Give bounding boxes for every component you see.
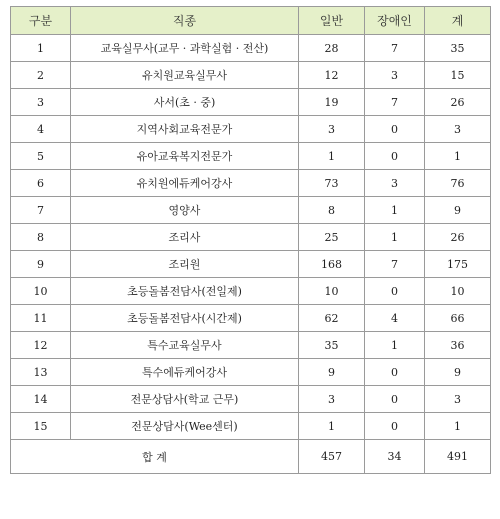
disabled-count-cell: 0 — [365, 386, 425, 413]
header-row — [11, 7, 491, 35]
total-count-cell: 35 — [425, 35, 491, 62]
table-row — [11, 35, 491, 62]
general-count-cell: 12 — [299, 62, 365, 89]
recruitment-table — [10, 6, 491, 474]
table-row — [11, 413, 491, 440]
general-count-cell: 9 — [299, 359, 365, 386]
table-row — [11, 143, 491, 170]
total-count-cell: 76 — [425, 170, 491, 197]
row-number-cell: 9 — [11, 251, 71, 278]
total-count-cell: 10 — [425, 278, 491, 305]
job-title-cell: 유치원에듀케어강사 — [71, 170, 299, 197]
disabled-count-cell: 7 — [365, 89, 425, 116]
table-footer — [11, 440, 491, 474]
disabled-count-cell: 3 — [365, 170, 425, 197]
row-number-cell: 12 — [11, 332, 71, 359]
job-title-cell: 특수교육실무사 — [71, 332, 299, 359]
row-number-cell: 5 — [11, 143, 71, 170]
general-count-cell: 1 — [299, 413, 365, 440]
disabled-count-cell: 0 — [365, 143, 425, 170]
row-number-cell: 1 — [11, 35, 71, 62]
disabled-count-cell: 3 — [365, 62, 425, 89]
table-row — [11, 197, 491, 224]
total-count-cell: 3 — [425, 116, 491, 143]
table-row — [11, 386, 491, 413]
disabled-count-cell: 0 — [365, 413, 425, 440]
job-title-cell: 영양사 — [71, 197, 299, 224]
table-row — [11, 332, 491, 359]
general-count-cell: 19 — [299, 89, 365, 116]
general-count-cell: 1 — [299, 143, 365, 170]
row-number-cell: 2 — [11, 62, 71, 89]
total-count-cell: 36 — [425, 332, 491, 359]
general-count-cell: 3 — [299, 116, 365, 143]
table-body — [11, 35, 491, 440]
disabled-count-cell: 1 — [365, 224, 425, 251]
table-header — [11, 7, 491, 35]
table-row — [11, 116, 491, 143]
disabled-count-cell: 7 — [365, 35, 425, 62]
job-title-cell: 사서(초 · 중) — [71, 89, 299, 116]
disabled-count-cell: 0 — [365, 278, 425, 305]
header-cell-general: 일반 — [299, 7, 365, 35]
total-label: 합 계 — [11, 440, 299, 474]
total-count-cell: 26 — [425, 224, 491, 251]
total-count-cell: 15 — [425, 62, 491, 89]
job-title-cell: 조리사 — [71, 224, 299, 251]
disabled-count-cell: 7 — [365, 251, 425, 278]
total-count-cell: 9 — [425, 359, 491, 386]
general-count-cell: 168 — [299, 251, 365, 278]
disabled-count-cell: 4 — [365, 305, 425, 332]
row-number-cell: 15 — [11, 413, 71, 440]
table-row — [11, 359, 491, 386]
disabled-count-cell: 1 — [365, 332, 425, 359]
total-count-cell: 1 — [425, 413, 491, 440]
total-count-cell: 66 — [425, 305, 491, 332]
row-number-cell: 6 — [11, 170, 71, 197]
general-count-cell: 35 — [299, 332, 365, 359]
total-count-cell: 3 — [425, 386, 491, 413]
total-count-cell: 9 — [425, 197, 491, 224]
table-row — [11, 278, 491, 305]
row-number-cell: 4 — [11, 116, 71, 143]
job-title-cell: 유치원교육실무사 — [71, 62, 299, 89]
recruitment-table-container — [10, 6, 490, 474]
total-count-cell: 26 — [425, 89, 491, 116]
disabled-count-cell: 1 — [365, 197, 425, 224]
general-count-cell: 28 — [299, 35, 365, 62]
header-cell-job: 직종 — [71, 7, 299, 35]
job-title-cell: 전문상담사(Wee센터) — [71, 413, 299, 440]
total-count-cell: 1 — [425, 143, 491, 170]
row-number-cell: 3 — [11, 89, 71, 116]
job-title-cell: 유아교육복지전문가 — [71, 143, 299, 170]
header-cell-number: 구분 — [11, 7, 71, 35]
table-row — [11, 62, 491, 89]
disabled-count-cell: 0 — [365, 116, 425, 143]
general-count-cell: 73 — [299, 170, 365, 197]
total-count-cell: 175 — [425, 251, 491, 278]
job-title-cell: 지역사회교육전문가 — [71, 116, 299, 143]
general-count-cell: 25 — [299, 224, 365, 251]
row-number-cell: 10 — [11, 278, 71, 305]
table-row — [11, 251, 491, 278]
row-number-cell: 13 — [11, 359, 71, 386]
table-row — [11, 224, 491, 251]
general-count-cell: 8 — [299, 197, 365, 224]
header-cell-total: 계 — [425, 7, 491, 35]
job-title-cell: 조리원 — [71, 251, 299, 278]
row-number-cell: 11 — [11, 305, 71, 332]
total-sum: 491 — [425, 440, 491, 474]
table-row — [11, 305, 491, 332]
row-number-cell: 8 — [11, 224, 71, 251]
job-title-cell: 전문상담사(학교 근무) — [71, 386, 299, 413]
general-count-cell: 62 — [299, 305, 365, 332]
disabled-count-cell: 0 — [365, 359, 425, 386]
job-title-cell: 교육실무사(교무 · 과학실험 · 전산) — [71, 35, 299, 62]
job-title-cell: 초등돌봄전담사(시간제) — [71, 305, 299, 332]
table-row — [11, 170, 491, 197]
job-title-cell: 특수에듀케어강사 — [71, 359, 299, 386]
total-general: 457 — [299, 440, 365, 474]
job-title-cell: 초등돌봄전담사(전일제) — [71, 278, 299, 305]
table-row — [11, 89, 491, 116]
total-row — [11, 440, 491, 474]
general-count-cell: 10 — [299, 278, 365, 305]
header-cell-disabled: 장애인 — [365, 7, 425, 35]
total-disabled: 34 — [365, 440, 425, 474]
general-count-cell: 3 — [299, 386, 365, 413]
row-number-cell: 7 — [11, 197, 71, 224]
row-number-cell: 14 — [11, 386, 71, 413]
